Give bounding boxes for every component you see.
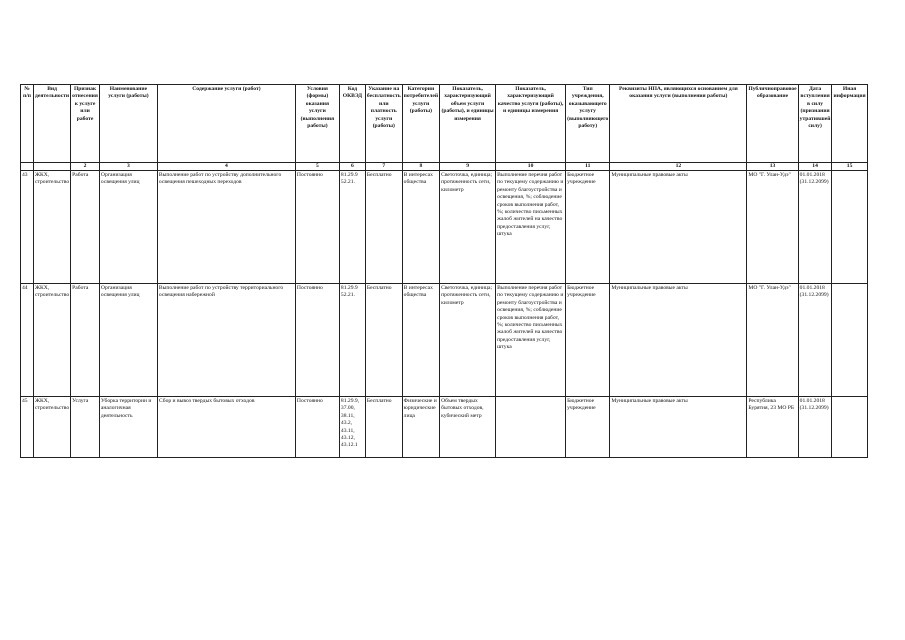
header-volume: Показатель, характеризующий объем услуги (работы), и единицы измерения bbox=[440, 85, 496, 163]
cell-okved: 81.29.9, 37.00, 38.11, 43.2, 43.11, 43.12, 43.12.1 bbox=[339, 397, 365, 458]
column-number: 4 bbox=[157, 163, 295, 171]
cell-consumers: В интересах общества bbox=[402, 284, 439, 397]
column-number: 3 bbox=[99, 163, 157, 171]
column-number: 7 bbox=[365, 163, 402, 171]
column-number: 14 bbox=[798, 163, 832, 171]
column-number: 5 bbox=[295, 163, 339, 171]
cell-payment: Бесплатно bbox=[365, 397, 402, 458]
cell-quality: Выполнение перечня работ по текущему содержанию и ремонту благоустройства и освещения, %; соблюдение сроков выполнения работ, %; количество письменных жалоб жителей на качество предоставления услуг, штука bbox=[496, 171, 566, 284]
header-public-entity: Публичноправовое образование bbox=[747, 85, 798, 163]
header-row bbox=[21, 85, 868, 163]
cell-content: Выполнение работ по устройству дополнительного освещения пешеходных переходов bbox=[157, 171, 295, 284]
cell-okved: 81.29.9 52.21. bbox=[339, 284, 365, 397]
header-num: № п/п bbox=[21, 85, 34, 163]
cell-conditions: Постоянно bbox=[295, 397, 339, 458]
cell-content: Выполнение работ по устройству территориального освещения набережной bbox=[157, 284, 295, 397]
header-name: Наименование услуги (работы) bbox=[99, 85, 157, 163]
cell-volume: Светоточка, единица; протяженность сети, километр bbox=[440, 171, 496, 284]
cell-other bbox=[832, 397, 867, 458]
header-conditions: Условия (формы) оказания услуги (выполнения работы) bbox=[295, 85, 339, 163]
cell-consumers: Физические и юридические лица bbox=[402, 397, 439, 458]
header-sign: Признак отнесения к услуге или работе bbox=[71, 85, 100, 163]
cell-content: Сбор и вывоз твердых бытовых отходов bbox=[157, 397, 295, 458]
header-quality: Показатель, характеризующий качество услуги (работы), и единицы измерения bbox=[496, 85, 566, 163]
cell-inst-type: Бюджетное учреждение bbox=[566, 397, 610, 458]
column-number: 2 bbox=[71, 163, 100, 171]
cell-public-entity: МО "Г. Улан-Удэ" bbox=[747, 284, 798, 397]
cell-sign: Услуга bbox=[71, 397, 100, 458]
cell-inst-type: Бюджетное учреждение bbox=[566, 171, 610, 284]
cell-public-entity: МО "Г. Улан-Удэ" bbox=[747, 171, 798, 284]
cell-date: 01.01.2018 (31.12.2099) bbox=[798, 171, 832, 284]
cell-num: 45 bbox=[21, 397, 34, 458]
cell-other bbox=[832, 171, 867, 284]
column-number: 13 bbox=[747, 163, 798, 171]
header-payment: Указание на бесплатность или платность услуги (работы) bbox=[365, 85, 402, 163]
column-number: 15 bbox=[832, 163, 867, 171]
column-number: 9 bbox=[440, 163, 496, 171]
column-number: 11 bbox=[566, 163, 610, 171]
header-consumers: Категории потребителей услуги (работы) bbox=[402, 85, 439, 163]
column-number: 12 bbox=[610, 163, 747, 171]
cell-name: Организация освещения улиц bbox=[99, 171, 157, 284]
cell-public-entity: Республика Бурятия, 23 МО РБ bbox=[747, 397, 798, 458]
cell-inst-type: Бюджетное учреждение bbox=[566, 284, 610, 397]
cell-sign: Работа bbox=[71, 284, 100, 397]
cell-date: 01.01.2018 (31.12.2099) bbox=[798, 397, 832, 458]
cell-activity: ЖКХ, строительство bbox=[34, 284, 71, 397]
header-date: Дата вступления в силу (признания утратившей силу) bbox=[798, 85, 832, 163]
header-okved: Код ОКВЭД bbox=[339, 85, 365, 163]
cell-okved: 81.29.9 52.21. bbox=[339, 171, 365, 284]
table-row bbox=[21, 284, 868, 397]
column-number: 10 bbox=[496, 163, 566, 171]
cell-payment: Бесплатно bbox=[365, 171, 402, 284]
column-number: 6 bbox=[339, 163, 365, 171]
cell-quality: Выполнение перечня работ по текущему содержанию и ремонту благоустройства и освещения, %; соблюдение сроков выполнения работ, %; количество письменных жалоб жителей на качество предоставления услуг, штука bbox=[496, 284, 566, 397]
cell-volume: Объем твердых бытовых отходов, кубический метр bbox=[440, 397, 496, 458]
cell-other bbox=[832, 284, 867, 397]
cell-npa: Муниципальные правовые акты bbox=[610, 171, 747, 284]
cell-conditions: Постоянно bbox=[295, 284, 339, 397]
column-number bbox=[21, 163, 34, 171]
cell-quality bbox=[496, 397, 566, 458]
header-activity: Вид деятельности bbox=[34, 85, 71, 163]
column-number: 8 bbox=[402, 163, 439, 171]
cell-activity: ЖКХ, строительство bbox=[34, 171, 71, 284]
cell-npa: Муниципальные правовые акты bbox=[610, 397, 747, 458]
cell-num: 44 bbox=[21, 284, 34, 397]
column-numbers-row bbox=[21, 163, 868, 171]
services-register-table bbox=[20, 84, 868, 458]
cell-name: Организация освещения улиц bbox=[99, 284, 157, 397]
column-number bbox=[34, 163, 71, 171]
cell-conditions: Постоянно bbox=[295, 171, 339, 284]
cell-payment: Бесплатно bbox=[365, 284, 402, 397]
cell-sign: Работа bbox=[71, 171, 100, 284]
cell-npa: Муниципальные правовые акты bbox=[610, 284, 747, 397]
cell-volume: Светоточка, единица; протяженность сети, километр bbox=[440, 284, 496, 397]
cell-consumers: В интересах общества bbox=[402, 171, 439, 284]
table-row bbox=[21, 397, 868, 458]
header-inst-type: Тип учреждения, оказывающего услугу (выполняющего работу) bbox=[566, 85, 610, 163]
header-npa: Реквизиты НПА, являющихся основанием для оказания услуги (выполнения работы) bbox=[610, 85, 747, 163]
cell-num: 43 bbox=[21, 171, 34, 284]
cell-name: Уборка территории и аналогичная деятельность bbox=[99, 397, 157, 458]
table-row bbox=[21, 171, 868, 284]
header-other: Иная информация bbox=[832, 85, 867, 163]
header-content: Содержание услуги (работ) bbox=[157, 85, 295, 163]
cell-date: 01.01.2018 (31.12.2099) bbox=[798, 284, 832, 397]
cell-activity: ЖКХ, строительство bbox=[34, 397, 71, 458]
